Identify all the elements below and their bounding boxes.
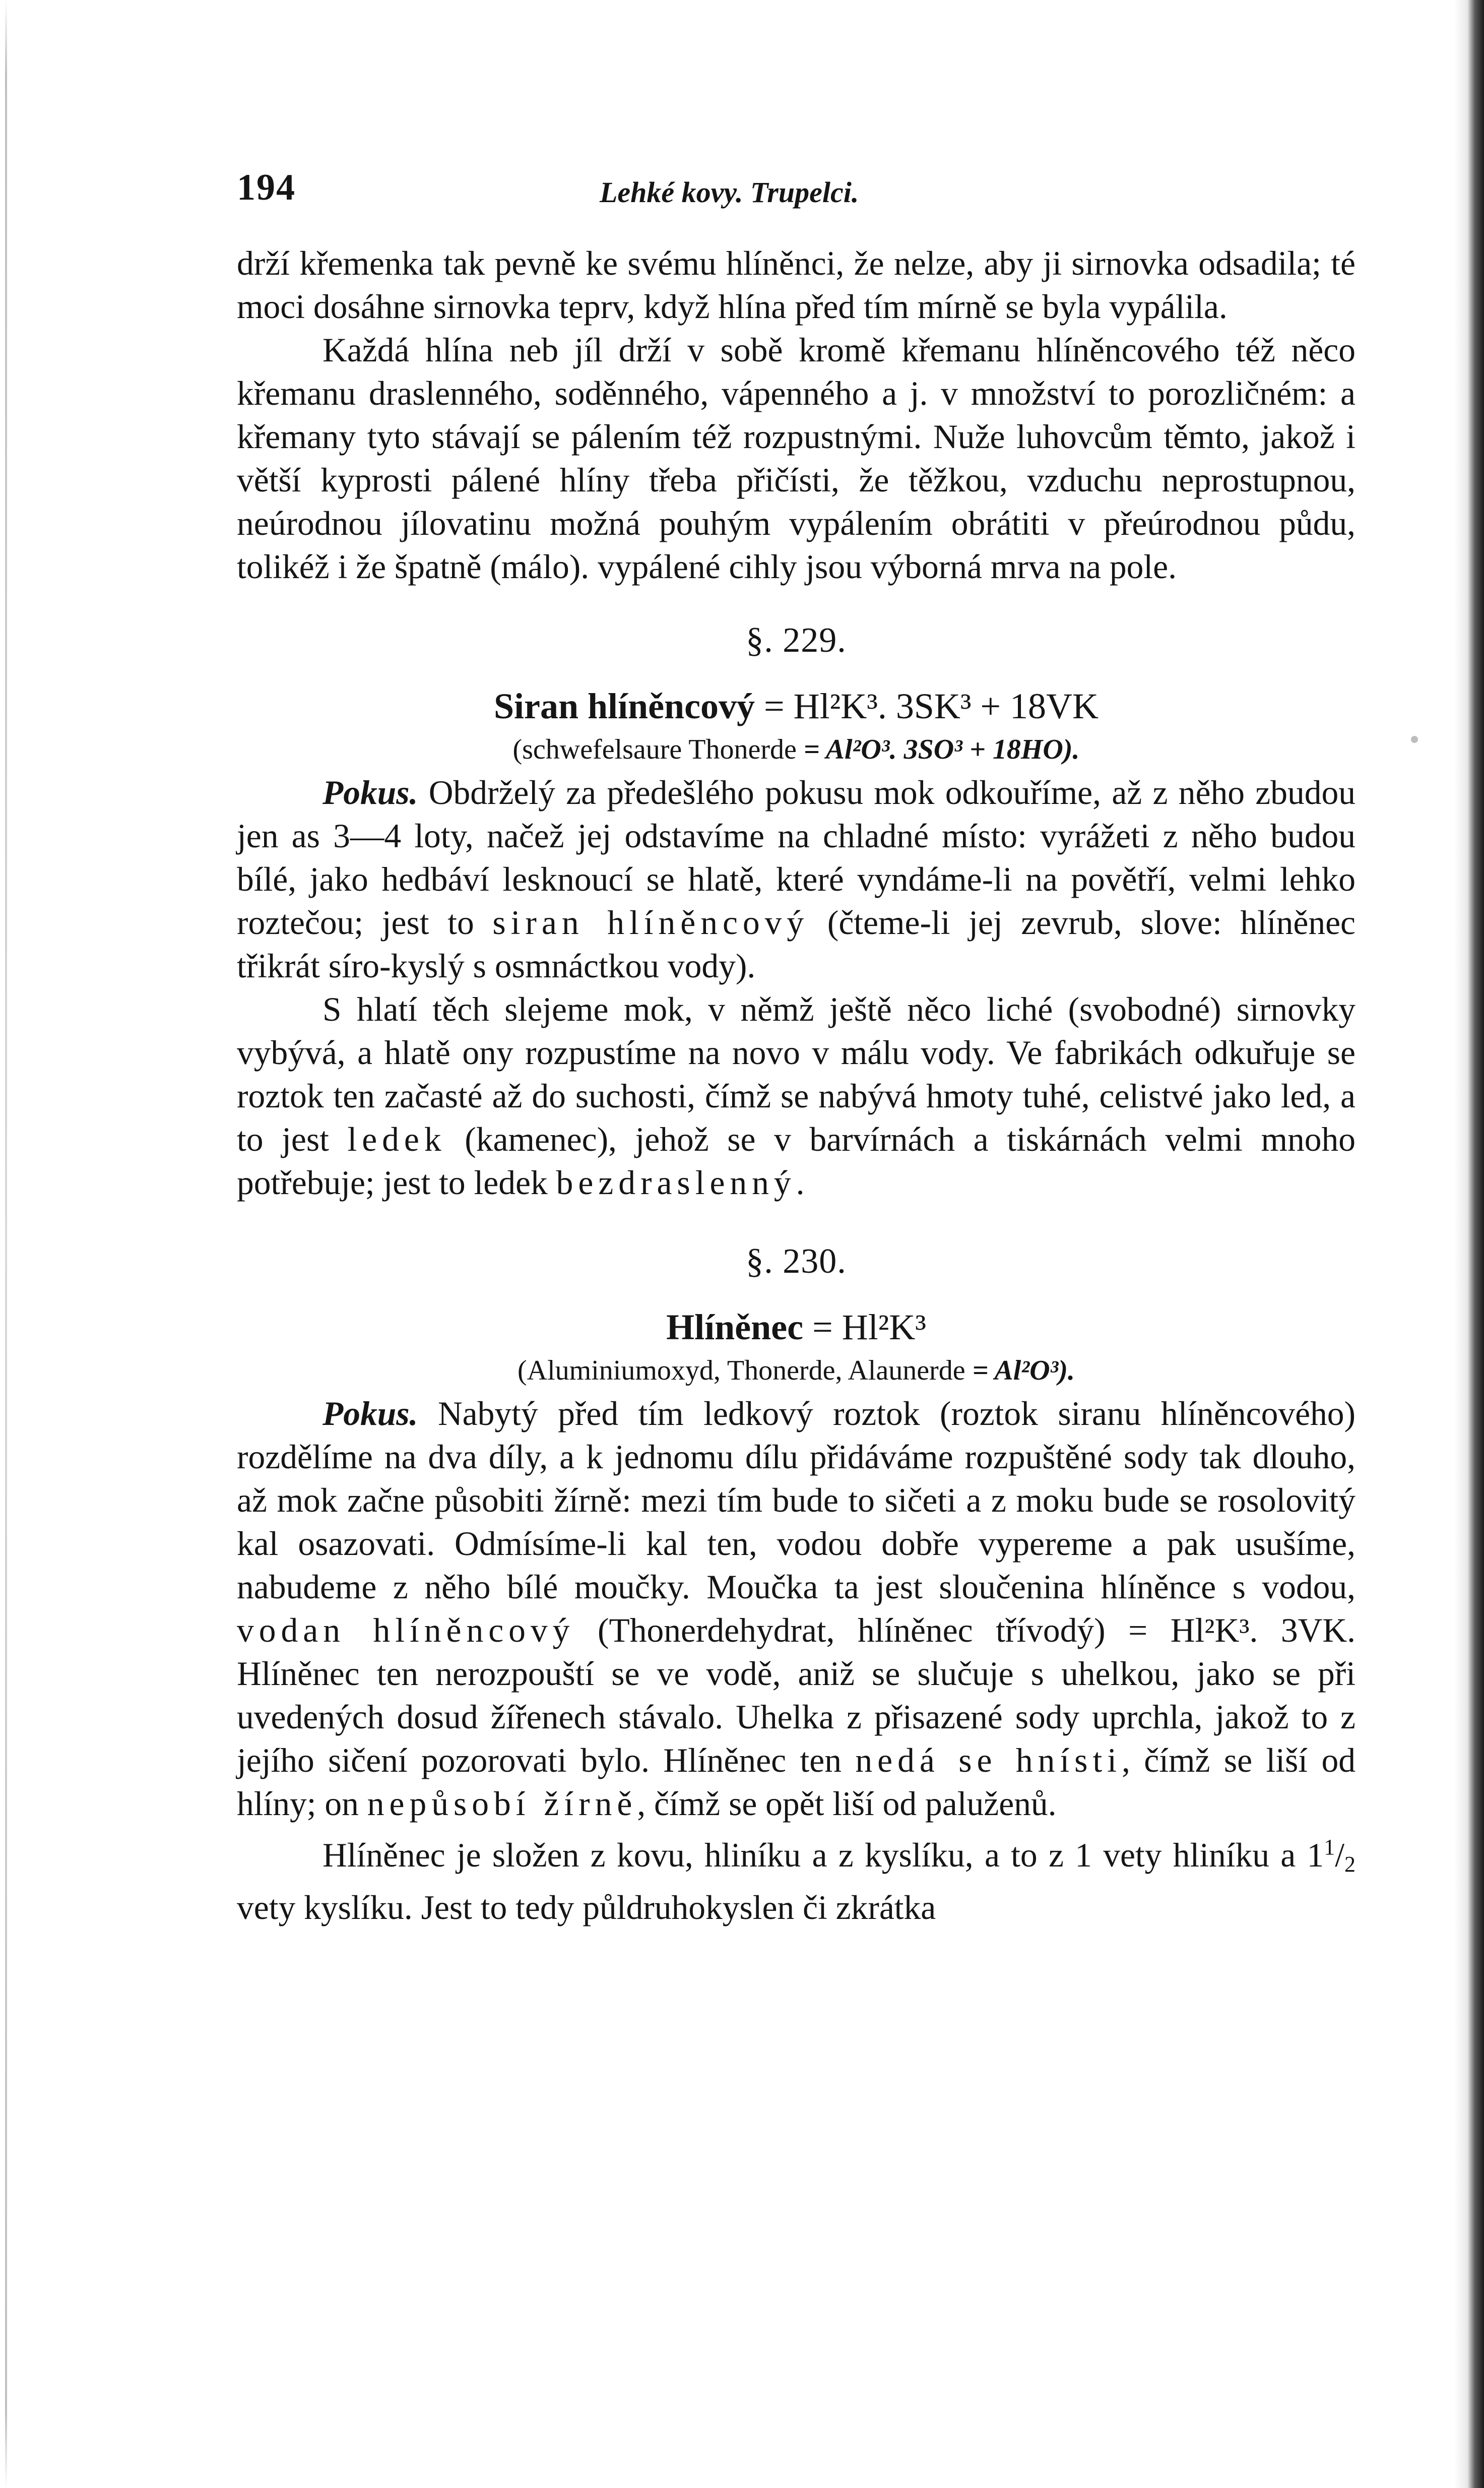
text-run: vety kyslíku. Jest to tedy půldruhokyslen či zkrátka	[237, 1889, 936, 1926]
text-run: , čímž se opět liší od paluženů.	[637, 1785, 1057, 1823]
text-run: Nabytý před tím ledkový roztok (roztok siranu hlíněncového) rozdělíme na dva díly, a k jednomu dílu přidáváme rozpuštěné sody tak dlouho, až mok začne působiti žírně: mezi tím bude to sičeti a z moku bude se rosolovitý kal osazovati. Odmísíme-li kal ten, vodou dobře vypereme a pak usušíme, nabudeme z něho bílé moučky. Moučka ta jest sloučenina hlíněnce s vodou,	[237, 1395, 1356, 1606]
emphasis-spaced: vodan hlíněncový	[237, 1611, 575, 1649]
page-gutter-shadow	[5, 0, 7, 2488]
formula-expression: = Hl²K³. 3SK³ + 18VK	[764, 686, 1099, 726]
compound-name: Siran hlíněncový	[493, 686, 755, 726]
page-edge-shadow	[1454, 0, 1484, 2488]
fraction-denominator: 2	[1344, 1852, 1356, 1877]
paragraph-continued: drží křemenka tak pevně ke svému hlíněnci, že nelze, aby ji sirnovka odsadila; té moci dosáhne sirnovka teprv, když hlína před tím mírně se byla vypálila.	[237, 244, 1356, 326]
text-run: S hlatí těch slejeme mok, v němž ještě něco liché (svobodné) sirnovky vybývá, a hlatě ony rozpustíme na novo v málu vody. Ve fabrikách odkuřuje se roztok ten začasté až do suchosti, čímž se nabývá hmoty tuhé, celistvé jako led, a to jest	[237, 990, 1356, 1158]
german-name: (schwefelsaure Thonerde	[512, 734, 797, 765]
text-run: .	[796, 1164, 805, 1202]
running-title: Lehké kovy. Trupelci.	[600, 176, 859, 209]
text-run: (kamenec), jehož se v barvírnách a tiskárnách velmi mnoho potřebuje; jest to ledek	[237, 1121, 1356, 1202]
text-run: Obdrželý za předešlého pokusu mok odkouříme, až z něho zbudou jen as 3—4 loty, načež jej odstavíme na chladné místo: vyrážeti z něho budou bílé, jako hedbáví lesknoucí se hlatě, které vyndáme-li na povětří, velmi lehko roztečou; jest to	[237, 774, 1356, 942]
text-run: Hlíněnec je složen z kovu, hliníku a z kyslíku, a to z 1 vety hliníku a 1	[322, 1836, 1324, 1874]
section-heading-230: §. 230.	[746, 1242, 847, 1281]
emphasis-spaced: bezdraslenný	[556, 1164, 796, 1202]
formula-german	[237, 1349, 1356, 1392]
emphasis-spaced: nedá se hnísti	[855, 1741, 1122, 1779]
german-name: (Aluminiumoxyd, Thonerde, Alaunerde	[518, 1355, 965, 1386]
page-number: 194	[237, 167, 296, 208]
paragraph-pokus-229	[237, 771, 1356, 988]
running-header	[237, 166, 1366, 222]
emphasis-spaced: ledek	[347, 1121, 446, 1158]
paragraph-pokus-230	[237, 1392, 1356, 1826]
formula-siran	[237, 685, 1356, 728]
paragraph-slozeni: Hlíněnec je složen z kovu, hliníku a z kyslíku, a to z 1 vety hliníku a $1^1/2$ vety kyslíku. Jest to tedy půldruhokyslen či zkrátka	[237, 1835, 1356, 1926]
paragraph-hlina: Každá hlína neb jíl drží v sobě kromě křemanu hlíněncového též něco křemanu draslenného, soděnného, vápenného a j. v množství to porozličném: a křemany tyto stávají se pálením též rozpustnými. Nuže luhovcům těmto, jakož i větší kyprosti pálené hlíny třeba přičísti, že těžkou, vzduchu neprostupnou, neúrodnou jílovatinu možná pouhým vypálením obrátiti v přeúrodnou půdu, tolikéž i že špatně (málo). vypálené cihly jsou výborná mrva na pole.	[237, 331, 1356, 586]
formula-modern: = Al²O³).	[972, 1355, 1075, 1386]
formula-expression: = Hl²K³	[812, 1307, 926, 1347]
text-run: (Thonerdehydrat, hlíněnec třívodý) = Hl²K³. 3VK. Hlíněnec ten nerozpouští se ve vodě, aniž se slučuje s uhelkou, jako se při uvedených dosud žířenech stávalo. Uhelka z přisazené sody uprchla, jakož to z jejího sičení pozorovati bylo. Hlíněnec ten	[237, 1611, 1356, 1779]
emphasis-spaced: nepůsobí žírně	[367, 1785, 637, 1823]
text-run: , čímž se liší od hlíny; on	[237, 1741, 1356, 1823]
text-run: (čteme-li jej zevrub, slove: hlíněnec třikrát síro-kyslý s osmnáctkou vody).	[237, 904, 1356, 985]
ink-speck	[1411, 736, 1418, 743]
formula-modern: = Al²O³. 3SO³ + 18HO).	[803, 734, 1080, 765]
body-text	[237, 242, 1356, 1930]
formula-german	[237, 728, 1356, 771]
compound-name: Hlíněnec	[666, 1307, 804, 1347]
emphasis-spaced: siran hlíněncový	[492, 904, 809, 942]
paragraph-hlate	[237, 988, 1356, 1205]
fraction-numerator: 1	[1324, 1835, 1335, 1859]
section-heading-229: §. 229.	[746, 621, 847, 660]
pokus-label: Pokus.	[322, 1395, 418, 1433]
pokus-label: Pokus.	[322, 774, 418, 812]
formula-hlinenec	[237, 1305, 1356, 1349]
